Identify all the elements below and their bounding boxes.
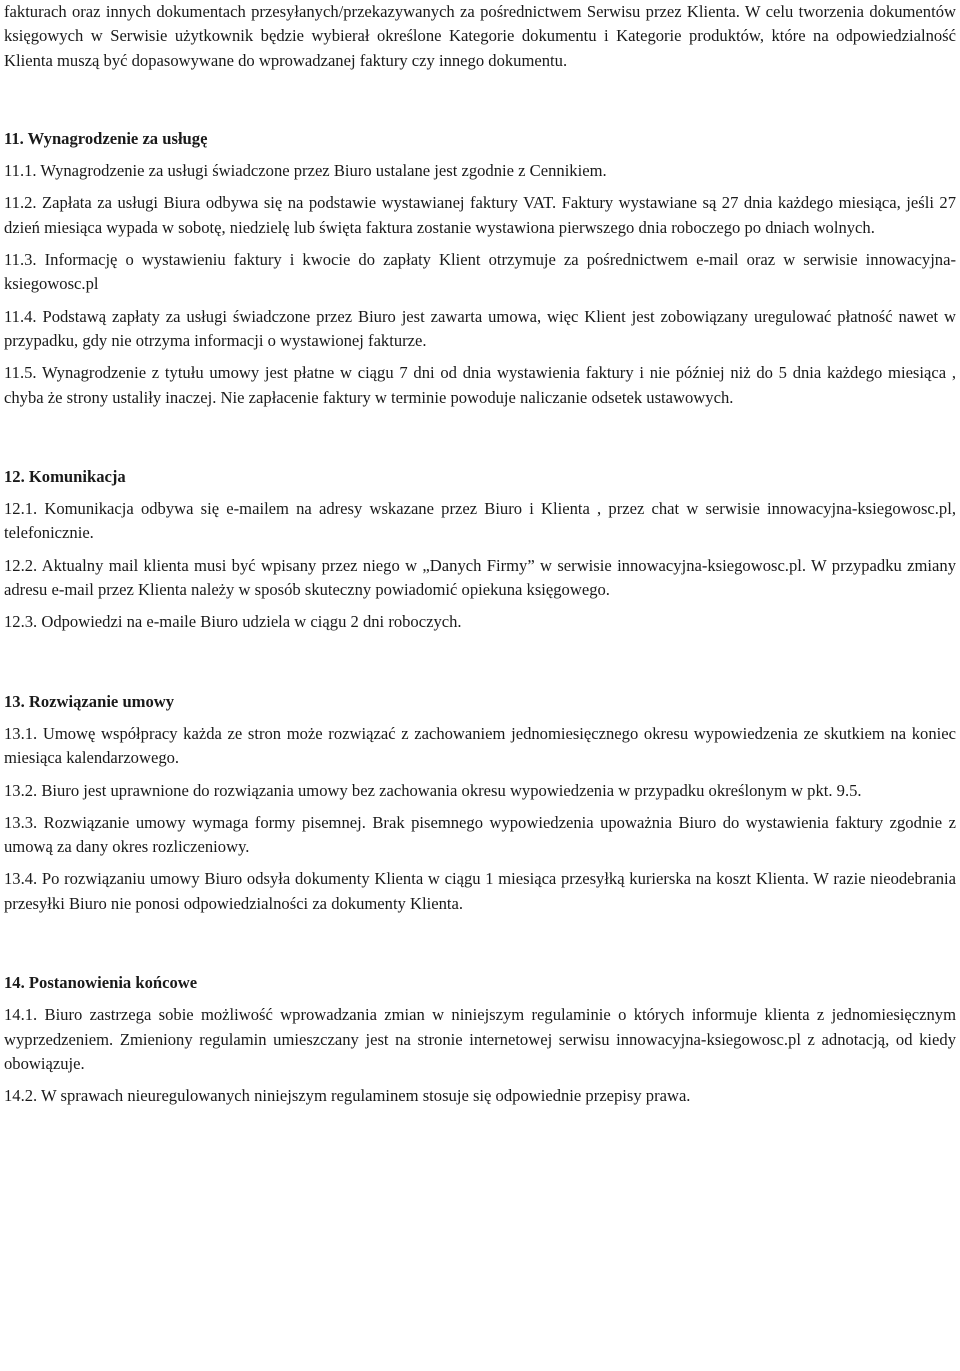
section-heading: 13. Rozwiązanie umowy (4, 691, 175, 711)
paragraph-11-2: 11.2. Zapłata za usługi Biura odbywa się na podstawie wystawianej faktury VAT. Faktury wystawiane są 27 dnia każdego miesiąca, jeśli 27 dzień miesiąca wypada w sobotę, niedzielę lub święta faktura zostanie wystawiona pierwszego dnia roboczego po dniach wolnych. (4, 193, 956, 237)
section-heading: 11. Wynagrodzenie za usługę (4, 128, 208, 148)
paragraph-12-1: 12.1. Komunikacja odbywa się e-mailem na adresy wskazane przez Biuro i Klienta , przez chat w serwisie innowacyjna-ksiegowosc.pl, telefonicznie. (4, 499, 956, 543)
paragraph-11-1: 11.1. Wynagrodzenie za usługi świadczone przez Biuro ustalane jest zgodnie z Cennikiem. (4, 161, 607, 181)
paragraph-13-1: 13.1. Umowę współpracy każda ze stron może rozwiązać z zachowaniem jednomiesięcznego okresu wypowiedzenia ze skutkiem na koniec miesiąca kalendarzowego. (4, 723, 956, 768)
section-heading: 12. Komunikacja (4, 466, 126, 486)
section-komunikacja (4, 465, 956, 635)
paragraph-13-2: 13.2. Biuro jest uprawnione do rozwiązania umowy bez zachowania okresu wypowiedzenia w przypadku określonym w pkt. 9.5. (4, 780, 862, 800)
spacer (4, 635, 956, 690)
paragraph-11-4: 11.4. Podstawą zapłaty za usługi świadczone przez Biuro jest zawarta umowa, więc Klient jest zobowiązany uregulować płatność nawet w przypadku, gdy nie otrzyma informacji o wystawionej fakturze. (4, 306, 956, 350)
intro-paragraph: fakturach oraz innych dokumentach przesyłanych/przekazywanych za pośrednictwem Serwisu przez Klienta. W celu tworzenia dokumentów księgowych w Serwisie użytkownik będzie wybierał określone Kategorie dokumentu i Kategorie produktów, które na odpowiedzialność Klienta muszą być dopasowywane do wprowadzanej faktury czy innego dokumentu. (4, 2, 956, 70)
spacer (4, 916, 956, 971)
paragraph-11-3: 11.3. Informację o wystawieniu faktury i kwocie do zapłaty Klient otrzymuje za pośrednictwem e-mail oraz w serwisie innowacyjna-ksiegowosc.pl (4, 250, 956, 294)
paragraph-13-4: 13.4. Po rozwiązaniu umowy Biuro odsyła dokumenty Klienta w ciągu 1 miesiąca przesyłką kurierska na koszt Klienta. W razie nieodebrania przesyłki Biuro nie ponosi odpowiedzialności za dokumenty Klienta. (4, 869, 956, 913)
spacer (4, 73, 956, 127)
document-page (4, 0, 956, 1109)
section-heading: 14. Postanowienia końcowe (4, 973, 198, 993)
paragraph-12-2: 12.2. Aktualny mail klienta musi być wpisany przez niego w „Danych Firmy” w serwisie innowacyjna-ksiegowosc.pl. W przypadku zmiany adresu e-mail przez Klienta należy w sposób skuteczny powiadomić opiekuna księgowego. (4, 555, 956, 600)
section-postanowienia-koncowe (4, 971, 956, 1108)
paragraph-11-5: 11.5. Wynagrodzenie z tytułu umowy jest płatne w ciągu 7 dni od dnia wystawienia faktury i nie później niż do 5 dnia każdego miesiąca , chyba że strony ustaliły inaczej. Nie zapłacenie faktury w terminie powoduje naliczanie odsetek ustawowych. (4, 363, 956, 407)
paragraph-12-3: 12.3. Odpowiedzi na e-maile Biuro udziela w ciągu 2 dni roboczych. (4, 612, 462, 632)
paragraph-14-2: 14.2. W sprawach nieuregulowanych niniejszym regulaminem stosuje się odpowiednie przepisy prawa. (4, 1086, 691, 1106)
paragraph-13-3: 13.3. Rozwiązanie umowy wymaga formy pisemnej. Brak pisemnego wypowiedzenia upoważnia Biuro do wystawienia faktury zgodnie z umową za dany okres rozliczeniowy. (4, 812, 956, 857)
spacer (4, 410, 956, 465)
section-rozwiazanie-umowy (4, 690, 956, 916)
paragraph-14-1: 14.1. Biuro zastrzega sobie możliwość wprowadzania zmian w niniejszym regulaminie o których informuje klienta z jednomiesięcznym wyprzedzeniem. Zmieniony regulamin umieszczany jest na stronie internetowej serwisu innowacyjna-ksiegowosc.pl z adnotacją, od kiedy obowiązuje. (4, 1005, 956, 1073)
section-wynagrodzenie (4, 127, 956, 410)
